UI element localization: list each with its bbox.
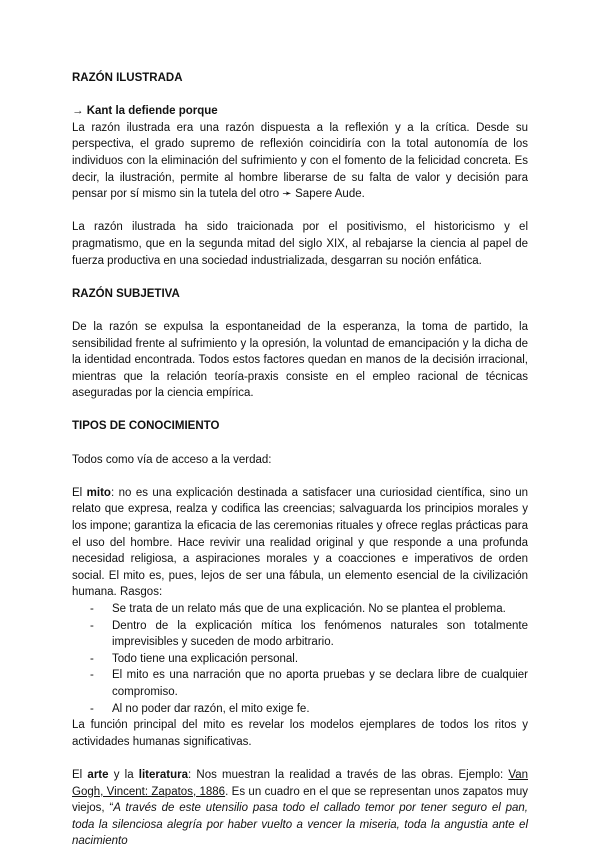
list-item-text: Dentro de la explicación mítica los fenómenos naturales son totalmente imprevisibles y suceden de modo arbitrario.	[112, 619, 528, 649]
list-dash: -	[90, 669, 94, 682]
list-item-text: Se trata de un relato más que de una explicación. No se plantea el problema.	[112, 603, 506, 615]
arte-quote: A través de este utensilio pasa todo el callado temor por tener seguro el pan, toda la silenciosa alegría por haber vuelto a vencer la miseria, toda la angustia ante el nacimiento	[72, 802, 529, 848]
spacer	[72, 269, 528, 286]
paragraph-mito	[72, 485, 528, 601]
spacer	[72, 435, 528, 452]
arte-prefix: El	[72, 768, 88, 781]
mito-prefix: El	[72, 486, 87, 499]
list-dash: -	[90, 619, 94, 632]
list-item	[72, 667, 528, 700]
literatura-term: literatura	[138, 768, 189, 781]
paragraph-razon-ilustrada-2: La razón ilustrada ha sido traicionada por el positivismo, el historicismo y el pragmatismo, que en la segunda mitad del siglo XIX, al rebajarse la ciencia al papel de fuerza productiva en una sociedad industrializada, desgarran su noción enfática.	[72, 221, 528, 267]
list-dash: -	[90, 652, 94, 665]
spacer	[72, 402, 528, 419]
paragraph-razon-subjetiva: De la razón se expulsa la espontaneidad de la esperanza, la toma de partido, la sensibilidad frente al sufrimiento y la opresión, la voluntad de emancipación y la dicha de la identidad encontrada. Todos estos factores quedan en manos de la decisión irracional, mientras que la relación teoría-praxis consiste en el empleo racional de técnicas aseguradas por la ciencia empírica.	[72, 320, 528, 400]
list-item	[72, 651, 528, 668]
list-item-text: Todo tiene una explicación personal.	[112, 652, 299, 665]
spacer	[72, 302, 528, 319]
arte-description: . Es un cuadro en el que se representan unos zapatos muy viejos, “	[72, 785, 529, 815]
spacer	[72, 87, 528, 104]
arte-connector: y la	[108, 768, 139, 781]
paragraph-razon-ilustrada-1: La razón ilustrada era una razón dispuesta a la reflexión y a la crítica. Desde su perspectiva, el grado supremo de reflexión coincidiría con la total autonomía de los individuos con la eliminación del sufrimiento y con el fomento de la felicidad concreta. Es decir, la ilustración, permite al hombre liberarse de su falta de valor y decisión para pensar por sí mismo sin la tutela del otro ➛ Sapere Aude.	[72, 121, 528, 201]
mito-term: mito	[86, 486, 111, 499]
spacer	[72, 203, 528, 220]
list-item	[72, 701, 528, 718]
arte-term: arte	[87, 768, 109, 781]
spacer	[72, 750, 528, 767]
heading-razon-subjetiva: RAZÓN SUBJETIVA	[72, 287, 180, 300]
paragraph-funcion-mito: La función principal del mito es revelar los modelos ejemplares de todos los ritos y actividades humanas significativas.	[72, 719, 528, 748]
mito-definition: : no es una explicación destinada a satisfacer una curiosidad científica, sino un relato que expresa, realza y codifica las creencias; salvaguarda los principios morales y los impone; garantiza la eficacia de las ceremonias rituales y ofrece reglas prácticas para el uso del hombre. Hace revivir una realidad original y que responde a una profunda necesidad religiosa, a aspiraciones morales y a coacciones e imperativos de orden social. El mito es, pues, lejos de ser una fábula, un elemento esencial de la civilización humana. Rasgos:	[72, 486, 529, 599]
subheading-kant: → Kant la defiende porque	[72, 105, 218, 118]
list-dash: -	[90, 603, 94, 615]
heading-razon-ilustrada: RAZÓN ILUSTRADA	[72, 72, 183, 84]
list-item	[72, 618, 528, 651]
list-dash: -	[90, 702, 94, 715]
list-item-text: Al no poder dar razón, el mito exige fe.	[112, 702, 310, 715]
van-gogh-link[interactable]: Van Gogh, Vincent: Zapatos, 1886	[72, 768, 529, 798]
list-item	[72, 601, 528, 618]
heading-tipos-conocimiento: TIPOS DE CONOCIMIENTO	[72, 420, 220, 433]
rasgos-list	[72, 601, 528, 717]
arte-definition: : Nos muestran la realidad a través de las obras. Ejemplo:	[188, 768, 509, 781]
paragraph-arte	[72, 767, 528, 850]
paragraph-tipos-intro: Todos como vía de acceso a la verdad:	[72, 453, 272, 466]
spacer	[72, 468, 528, 485]
list-item-text: El mito es una narración que no aporta pruebas y se declara libre de cualquier compromiso.	[112, 669, 528, 698]
document-page	[72, 70, 528, 850]
